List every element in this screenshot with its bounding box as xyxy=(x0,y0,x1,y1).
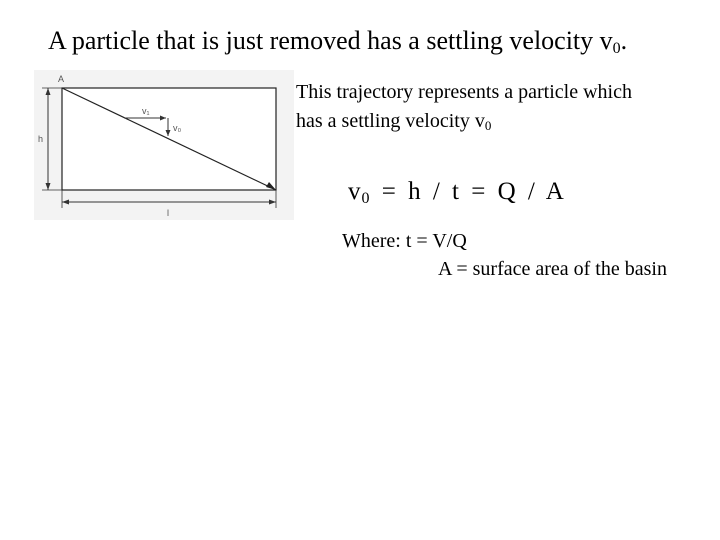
length-label: l xyxy=(167,208,169,218)
horizontal-velocity-label: v₁ xyxy=(142,106,150,116)
slide-title xyxy=(48,26,627,58)
where-line-1: Where: t = V/Q xyxy=(342,230,467,252)
description-line-2-text: has a settling velocity v xyxy=(296,110,485,132)
title-text: A particle that is just removed has a settling velocity v xyxy=(48,26,613,55)
settling-basin-svg xyxy=(34,70,294,220)
formula-v: v xyxy=(348,178,362,205)
title-end: . xyxy=(620,26,628,55)
height-label: h xyxy=(38,134,44,144)
settling-velocity-formula xyxy=(348,178,565,208)
formula-subscript: 0 xyxy=(361,190,371,207)
corner-label: A xyxy=(58,74,65,84)
title-subscript: 0 xyxy=(612,40,621,57)
formula-rest: = h / t = Q / A xyxy=(370,178,565,205)
description-line-1: This trajectory represents a particle which xyxy=(296,81,632,103)
description-subscript: 0 xyxy=(484,118,492,133)
trajectory-description xyxy=(296,78,716,140)
description-line-2 xyxy=(296,107,716,140)
where-line-2: A = surface area of the basin xyxy=(438,258,667,280)
settling-basin-diagram xyxy=(34,70,294,220)
settling-velocity-label: v₀ xyxy=(173,123,182,133)
